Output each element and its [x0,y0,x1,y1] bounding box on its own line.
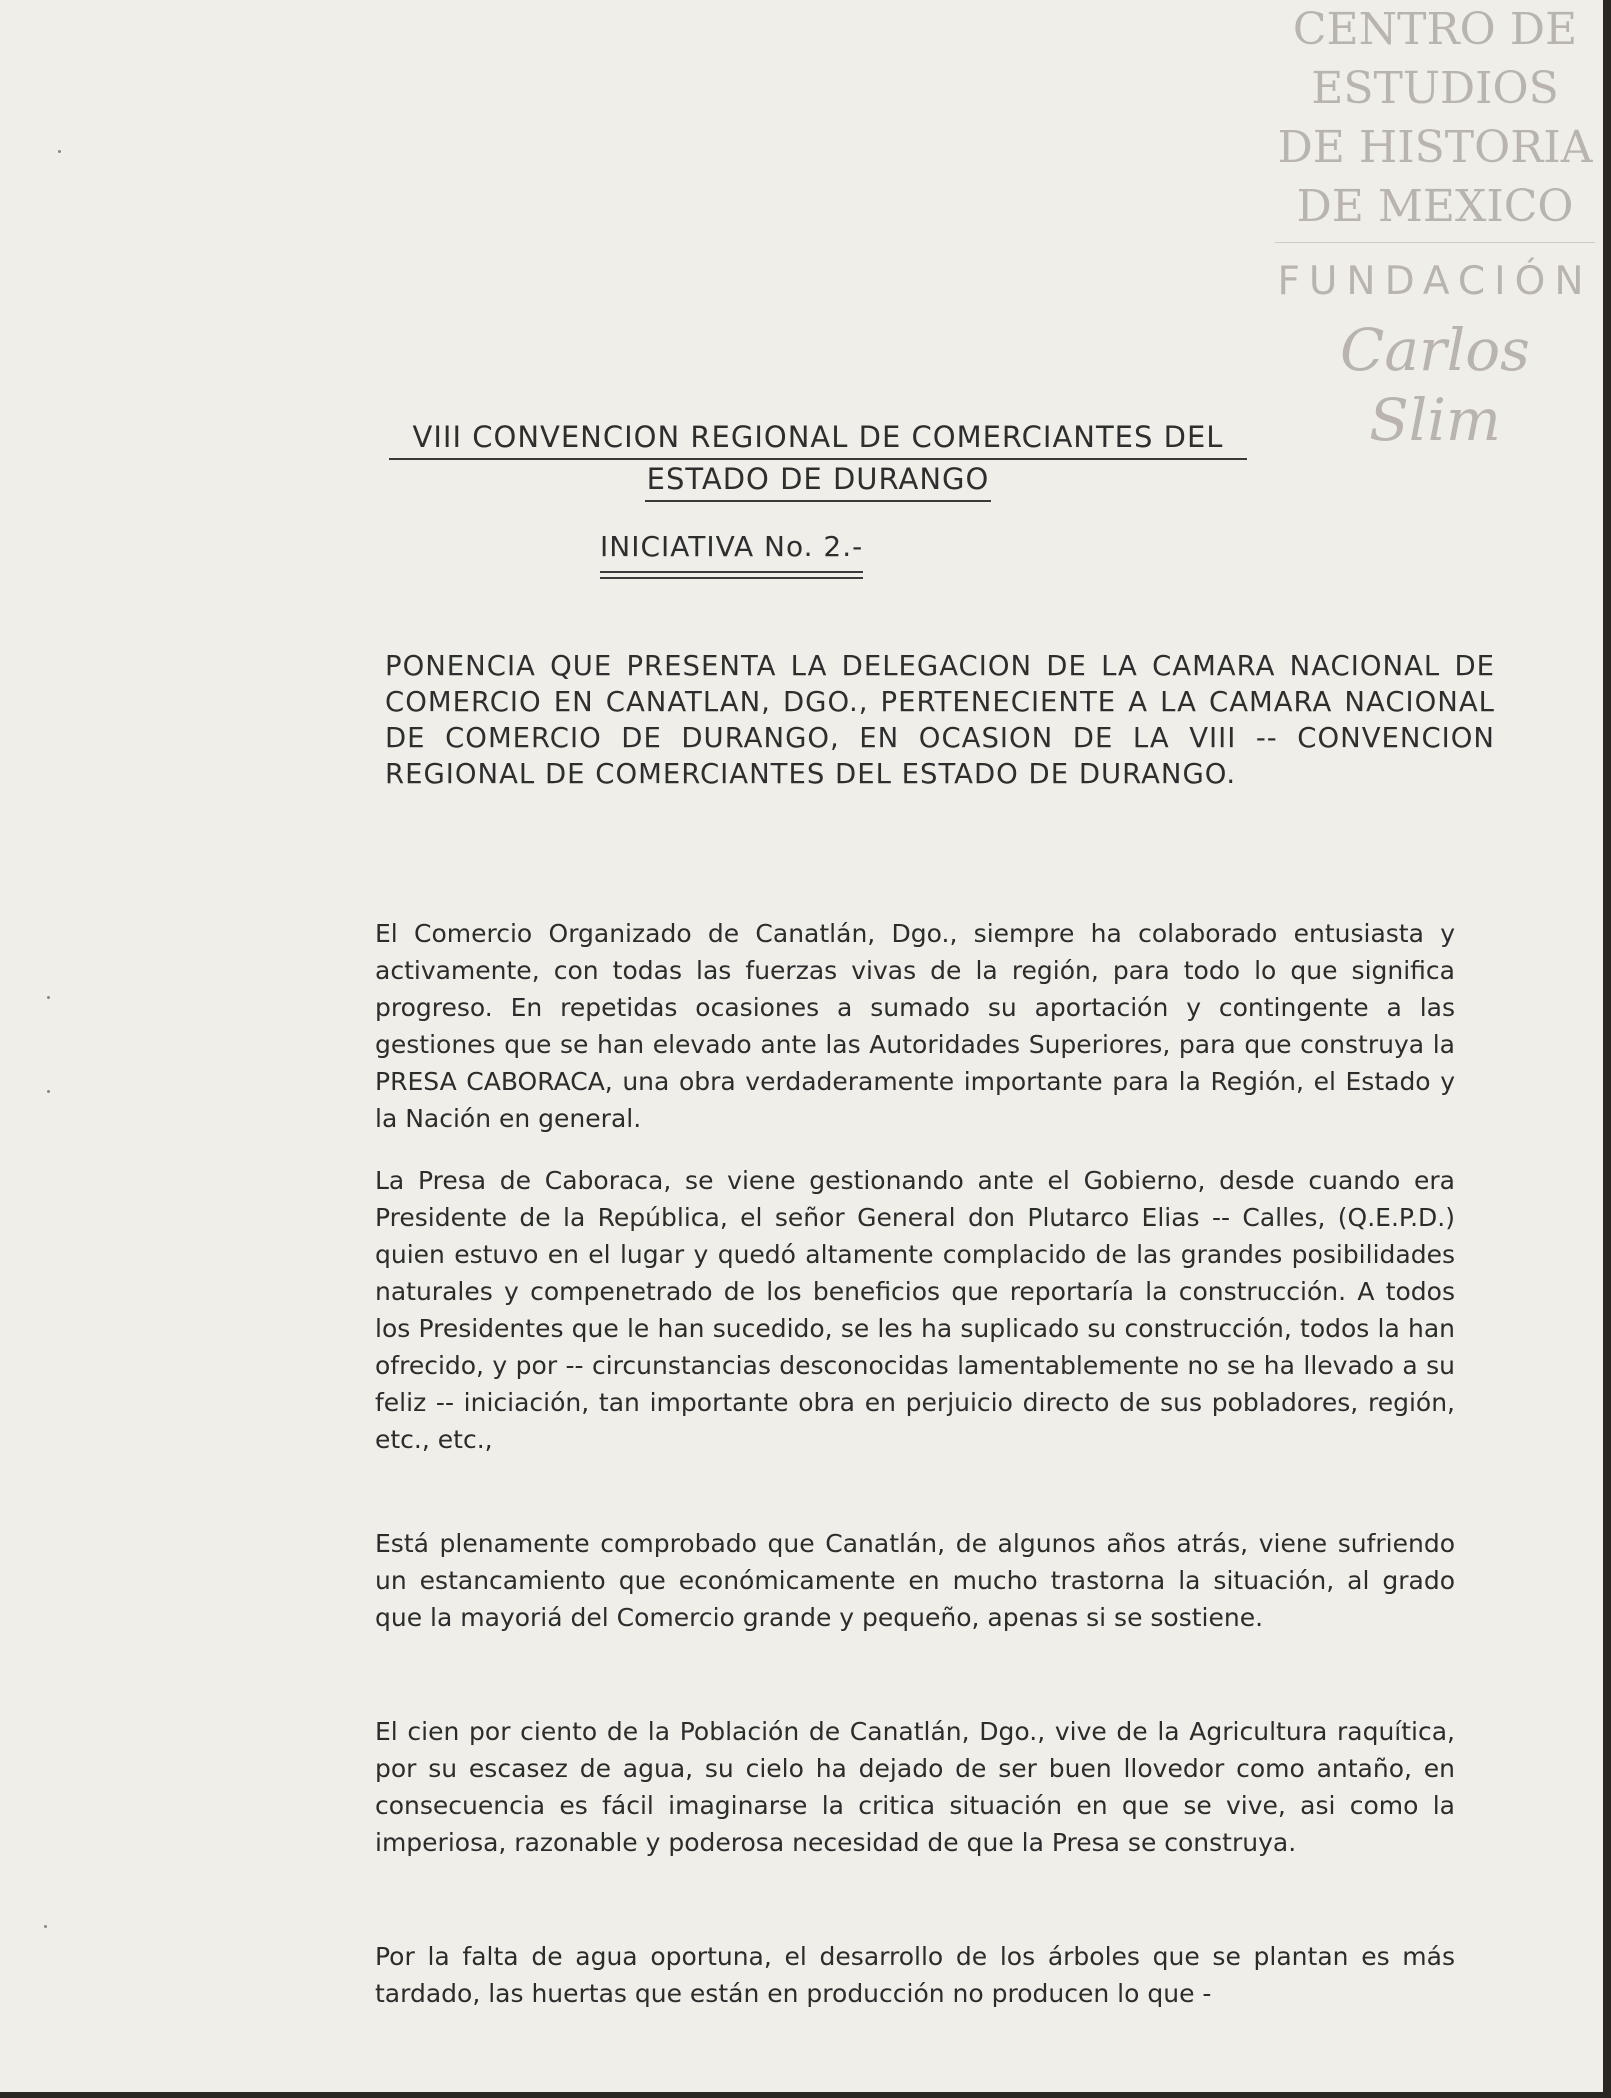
ponencia-heading: PONENCIA QUE PRESENTA LA DELEGACION DE LA CAMARA NACIONAL DE COMERCIO EN CANATLAN, DGO., PERTENECIENTE A LA CAMARA NACIONAL DE COMERCIO DE DURANGO, EN OCASION DE LA VIII -- CONVENCION REGIONAL DE COMERCIANTES DEL ESTADO DE DURANGO. [385,650,1495,790]
watermark-line: DE MEXICO [1296,181,1574,232]
document-title [389,418,1247,502]
watermark-line: CENTRO DE [1292,4,1578,55]
body-paragraph: La Presa de Caboraca, se viene gestionando ante el Gobierno, desde cuando era Presidente de la República, el señor General don Plutarco Elias -- Calles, (Q.E.P.D.) quien estuvo en el lugar y quedó altamente complacido de las grandes posibilidades naturales y compenetrado de los beneficios que reportaría la construcción. A todos los Presidentes que le han sucedido, se les ha suplicado su construcción, todos la han ofrecido, y por -- circunstancias desconocidas lamentablemente no se ha llevado a su feliz -- iniciación, tan importante obra en perjuicio directo de sus pobladores, región, etc., etc., [375,1166,1455,1454]
body-paragraph: El Comercio Organizado de Canatlán, Dgo., siempre ha colaborado entusiasta y activamente, con todas las fuerzas vivas de la región, para todo lo que significa progreso. En repetidas ocasiones a sumado su aportación y contingente a las gestiones que se han elevado ante las Autoridades Superiores, para que construya la PRESA CABORACA, una obra verdaderamente importante para la Región, el Estado y la Nación en general. [375,919,1455,1133]
speck [47,1090,50,1093]
title-line-1: VIII CONVENCION REGIONAL DE COMERCIANTES DEL [389,418,1247,460]
body-paragraph: El cien por ciento de la Población de Canatlán, Dgo., vive de la Agricultura raquítica, por su escasez de agua, su cielo ha dejado de ser buen llovedor como antaño, en consecuencia es fácil imaginarse la critica situación en que se vive, asi como la imperiosa, razonable y poderosa necesidad de que la Presa se construya. [375,1717,1455,1857]
initiative-number: INICIATIVA No. 2.- [600,530,863,573]
speck [58,150,61,153]
watermark-line: ESTUDIOS [1311,63,1559,114]
watermark-divider [1275,242,1595,243]
title-line-2: ESTADO DE DURANGO [645,460,992,502]
watermark-foundation: FUNDACIÓN [1277,259,1593,304]
speck [44,1925,47,1928]
watermark-signature: Carlos Slim [1340,316,1530,454]
archive-watermark [1275,0,1595,455]
body-paragraph: Por la falta de agua oportuna, el desarrollo de los árboles que se plantan es más tardado, las huertas que están en producción no producen lo que - [375,1942,1455,2008]
watermark-line: DE HISTORIA [1277,122,1593,173]
speck [47,996,50,999]
body-paragraph: Está plenamente comprobado que Canatlán, de algunos años atrás, viene sufriendo un estancamiento que económicamente en mucho trastorna la situación, al grado que la mayoriá del Comercio grande y pequeño, apenas si se sostiene. [375,1529,1455,1632]
